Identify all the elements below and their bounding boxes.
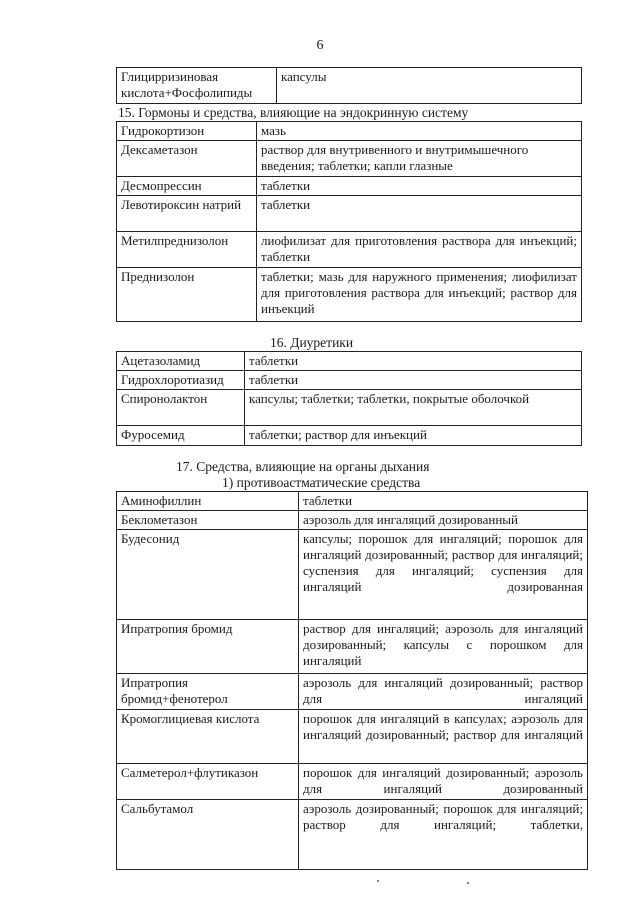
drug-name: Гидрокортизон [117, 122, 257, 141]
drug-form: капсулы; таблетки; таблетки, покрытые оболочкой [245, 390, 582, 426]
table-row [117, 511, 588, 530]
drug-name: Аминофиллин [117, 492, 299, 511]
drug-name: Будесонид [117, 530, 299, 620]
table-section-17 [116, 491, 588, 870]
drug-name: Десмопрессин [117, 177, 257, 196]
drug-form: таблетки [299, 492, 588, 511]
table-section-16 [116, 351, 582, 446]
drug-form: порошок для ингаляций в капсулах; аэрозоль для ингаляций дозированный; раствор для ингаляций [299, 710, 588, 764]
drug-form: мазь [257, 122, 582, 141]
table-section-15 [116, 121, 582, 322]
drug-form: аэрозоль для ингаляций дозированный; раствор для ингаляций [299, 674, 588, 710]
section-15-title: 15. Гормоны и средства, влияющие на эндокринную систему [118, 105, 469, 120]
drug-name: Преднизолон [117, 268, 257, 322]
table-row [117, 232, 582, 268]
table-continued [116, 67, 582, 104]
drug-form: лиофилизат для приготовления раствора для инъекций; таблетки [257, 232, 582, 268]
table-row [117, 674, 588, 710]
drug-name: Метилпреднизолон [117, 232, 257, 268]
drug-name: Спиронолактон [117, 390, 245, 426]
drug-form: аэрозоль дозированный; порошок для ингаляций; раствор для ингаляций; таблетки, [299, 800, 588, 870]
drug-name: Салметерол+флутиказон [117, 764, 299, 800]
drug-form: таблетки [245, 371, 582, 390]
drug-name: Беклометазон [117, 511, 299, 530]
table-row [117, 492, 588, 511]
section-17-title: 17. Средства, влияющие на органы дыхания [176, 459, 430, 474]
table-row [117, 141, 582, 177]
drug-form: раствор для внутривенного и внутримышечного введения; таблетки; капли глазные [257, 141, 582, 177]
drug-form: таблетки [257, 196, 582, 232]
drug-form: таблетки; мазь для наружного применения; лиофилизат для приготовления раствора для инъекций; раствор для инъекций [257, 268, 582, 322]
table-row [117, 764, 588, 800]
table-row [117, 390, 582, 426]
drug-name: Фуросемид [117, 426, 245, 446]
drug-form: аэрозоль для ингаляций дозированный [299, 511, 588, 530]
drug-name: Ипратропия бромид+фенотерол [117, 674, 299, 710]
page-number: 6 [316, 38, 324, 53]
drug-name: Левотироксин натрий [117, 196, 257, 232]
drug-name: Глицирризиновая кислота+Фосфолипиды [117, 68, 277, 104]
table-row [117, 371, 582, 390]
scan-speck [377, 880, 379, 882]
drug-name: Сальбутамол [117, 800, 299, 870]
drug-name: Гидрохлоротиазид [117, 371, 245, 390]
drug-name: Дексаметазон [117, 141, 257, 177]
table-row [117, 800, 588, 870]
drug-form: порошок для ингаляций дозированный; аэрозоль для ингаляций дозированный [299, 764, 588, 800]
table-row [117, 68, 582, 104]
table-row [117, 122, 582, 141]
table-row [117, 620, 588, 674]
table-row [117, 177, 582, 196]
drug-form: капсулы [277, 68, 582, 104]
table-row [117, 710, 588, 764]
table-row [117, 426, 582, 446]
table-row [117, 352, 582, 371]
drug-form: капсулы; порошок для ингаляций; порошок для ингаляций дозированный; раствор для ингаляций; суспензия для ингаляций; суспензия для ингаляций дозированная [299, 530, 588, 620]
table-row [117, 268, 582, 322]
drug-name: Ацетазоламид [117, 352, 245, 371]
drug-name: Кромоглициевая кислота [117, 710, 299, 764]
section-16-title: 16. Диуретики [270, 335, 354, 350]
drug-name: Ипратропия бромид [117, 620, 299, 674]
drug-form: раствор для ингаляций; аэрозоль для ингаляций дозированный; капсулы с порошком для ингаляций [299, 620, 588, 674]
section-17-subtitle: 1) противоастматические средства [222, 475, 421, 490]
table-row [117, 196, 582, 232]
table-row [117, 530, 588, 620]
drug-form: таблетки [257, 177, 582, 196]
scan-speck [467, 882, 469, 884]
drug-form: таблетки; раствор для инъекций [245, 426, 582, 446]
drug-form: таблетки [245, 352, 582, 371]
